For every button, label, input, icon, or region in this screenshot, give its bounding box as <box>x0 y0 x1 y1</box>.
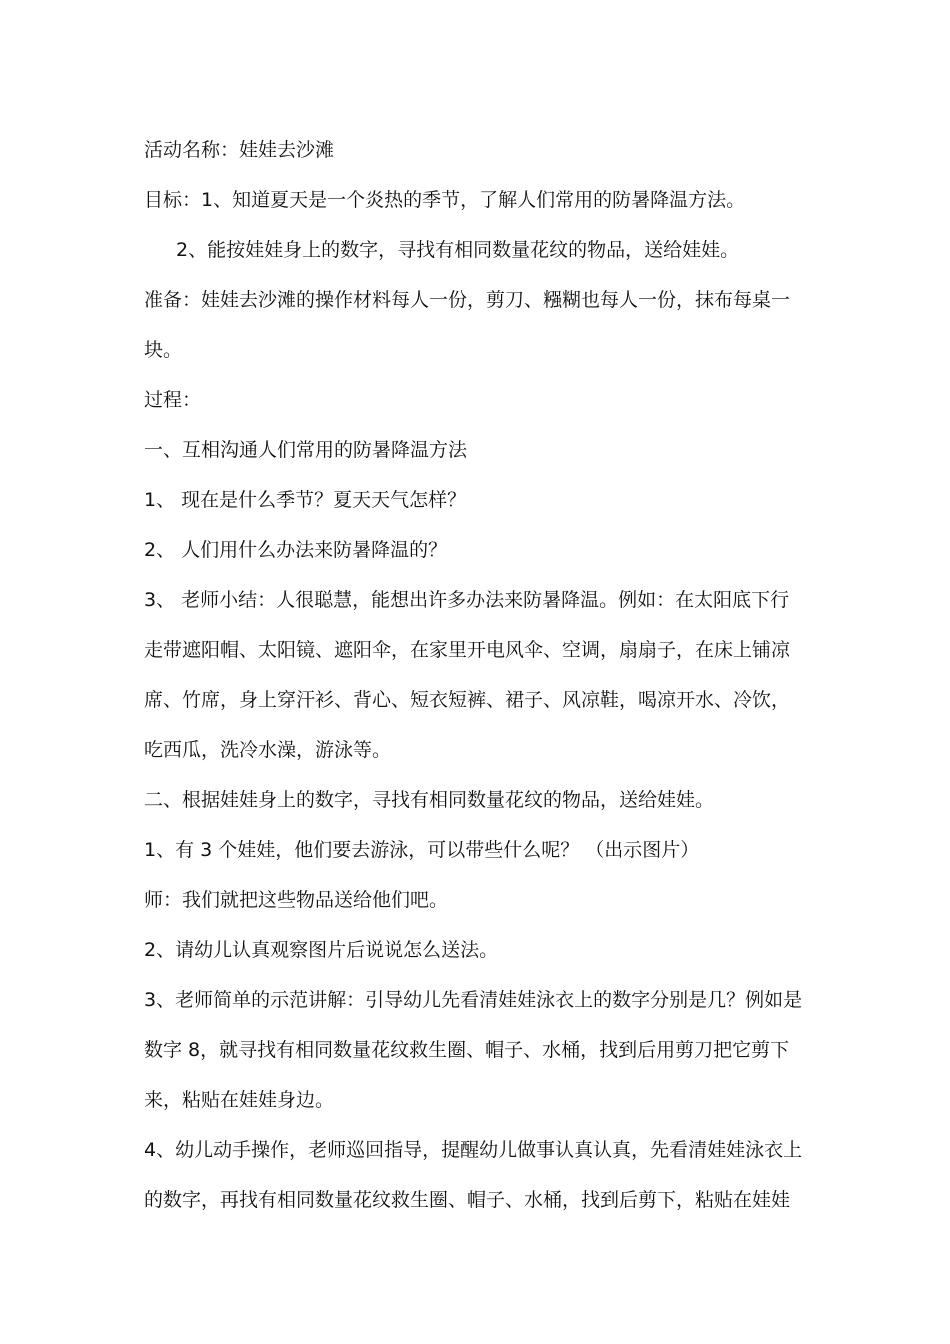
section-1-item-3-line-3: 席、竹席，身上穿汗衫、背心、短衣短裤、裙子、风凉鞋，喝凉开水、冷饮， <box>144 689 791 711</box>
goal-line-1: 目标：1、知道夏天是一个炎热的季节，了解人们常用的防暑降温方法。 <box>144 189 746 211</box>
section-1-item-3-line-1: 3、 老师小结：人很聪慧，能想出许多办法来防暑降温。例如：在太阳底下行 <box>144 589 790 611</box>
section-1-item-3-line-2: 走带遮阳帽、太阳镜、遮阳伞，在家里开电风伞、空调，扇扇子，在床上铺凉 <box>144 639 791 661</box>
preparation-line-1: 准备：娃娃去沙滩的操作材料每人一份，剪刀、糨糊也每人一份，抹布每桌一 <box>144 289 791 311</box>
section-2-item-4-line-2: 的数字，再找有相同数量花纹救生圈、帽子、水桶，找到后剪下，粘贴在娃娃 <box>144 1189 791 1211</box>
activity-name: 活动名称：娃娃去沙滩 <box>144 139 335 161</box>
section-2-item-4-line-1: 4、幼儿动手操作，老师巡回指导，提醒幼儿做事认真认真，先看清娃娃泳衣上 <box>144 1139 803 1161</box>
section-2-heading: 二、根据娃娃身上的数字，寻找有相同数量花纹的物品，送给娃娃。 <box>144 789 715 811</box>
process-heading: 过程： <box>144 389 202 411</box>
section-2-item-3-line-2: 数字 8，就寻找有相同数量花纹救生圈、帽子、水桶，找到后用剪刀把它剪下 <box>144 1039 790 1061</box>
section-2-item-3-line-3: 来，粘贴在娃娃身边。 <box>144 1089 335 1111</box>
section-1-item-1: 1、 现在是什么季节？夏天天气怎样？ <box>144 489 467 511</box>
section-2-item-3-line-1: 3、老师简单的示范讲解：引导幼儿先看清娃娃泳衣上的数字分别是几？例如是 <box>144 989 803 1011</box>
section-1-item-2: 2、 人们用什么办法来防暑降温的？ <box>144 539 448 561</box>
section-2-item-1: 1、有 3 个娃娃，他们要去游泳，可以带些什么呢？ （出示图片） <box>144 839 700 861</box>
preparation-line-2: 块。 <box>144 339 183 361</box>
goal-line-2: 2、能按娃娃身上的数字，寻找有相同数量花纹的物品，送给娃娃。 <box>176 239 740 261</box>
section-1-heading: 一、互相沟通人们常用的防暑降温方法 <box>144 439 468 461</box>
teacher-line: 师：我们就把这些物品送给他们吧。 <box>144 889 449 911</box>
section-1-item-3-line-4: 吃西瓜，洗冷水澡，游泳等。 <box>144 739 392 761</box>
section-2-item-2: 2、请幼儿认真观察图片后说说怎么送法。 <box>144 939 499 961</box>
